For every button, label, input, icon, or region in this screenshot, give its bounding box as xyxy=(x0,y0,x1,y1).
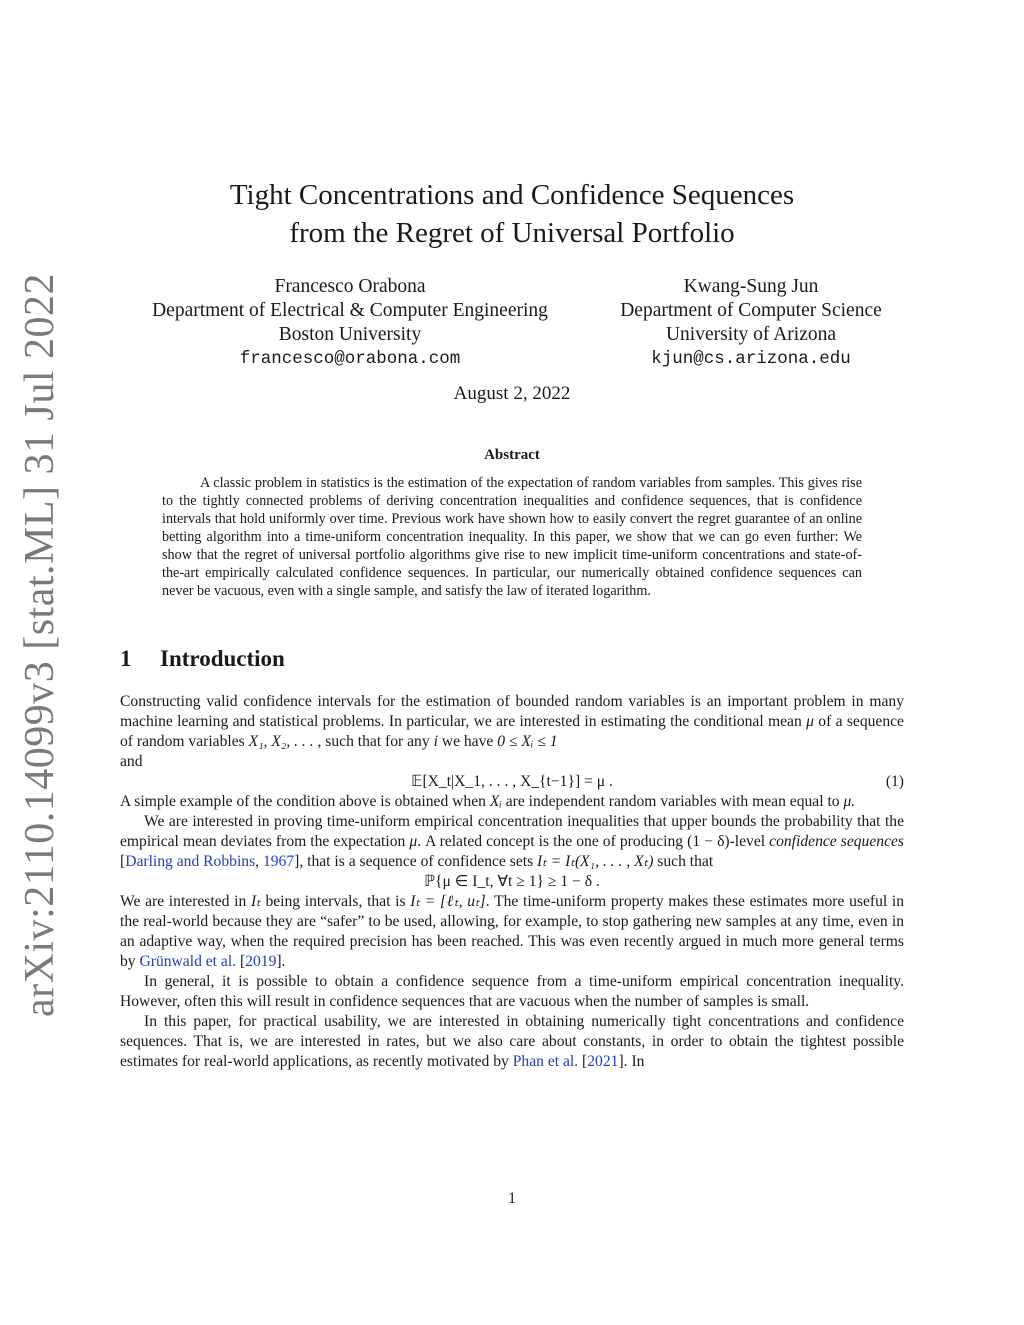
page-number: 1 xyxy=(508,1190,516,1207)
arxiv-identifier-text: arXiv:2110.14099v3 [stat.ML] 31 Jul 2022 xyxy=(17,272,63,1018)
title-line-2: from the Regret of Universal Portfolio xyxy=(289,217,735,249)
citation-year-link[interactable]: 1967 xyxy=(262,853,295,870)
citation-year-link[interactable]: 2021 xyxy=(587,1053,619,1070)
equation-text: ℙ{μ ∈ I_t, ∀t ≥ 1} ≥ 1 − δ . xyxy=(424,873,600,890)
author-university: Boston University xyxy=(278,324,422,345)
publication-date: August 2, 2022 xyxy=(453,383,571,404)
section-heading xyxy=(120,646,285,672)
citation-link[interactable]: Darling and Robbins xyxy=(125,853,256,870)
citation-link[interactable]: Grünwald et al. xyxy=(139,953,237,970)
paragraph: Constructing valid confidence intervals for the estimation of bounded random variables is an important problem in many machine learning and statistical problems. In particular, we are interested in estimating the conditional mean μ of a sequence of random variables X₁, X₂, . . . , such that for any i we have 0 ≤ Xᵢ ≤ 1 and xyxy=(120,693,904,770)
citation-link[interactable]: Phan et al. xyxy=(512,1053,579,1070)
abstract-text: A classic problem in statistics is the estimation of the expectation of random variables from samples. This gives rise to the tightly connected problems of deriving concentration inequalities and confidence sequences, that is confidence intervals that hold uniformly over time. Previous work have shown how to easily convert the regret guarantee of an online betting algorithm into a time-uniform concentration inequality. In this paper, we show that we can go even further: We show that the regret of universal portfolio algorithms give rise to new implicit time-uniform concentrations and state-of-the-art empirically calculated confidence sequences. In particular, our numerically obtained confidence sequences can never be vacuous, even with a single sample, and satisfy the law of iterated logarithm. xyxy=(162,475,862,599)
paragraph: We are interested in proving time-uniform empirical concentration inequalities that upper bounds the probability that the empirical mean deviates from the expectation μ. A related concept is the one of producing (1 − δ)-level confidence sequences [Darling and Robbins, 1967], that is a sequence of confidence sets Iₜ = Iₜ(X₁, . . . , Xₜ) such that xyxy=(120,813,904,870)
paper-title xyxy=(0,176,1024,252)
author-email: kjun@cs.arizona.edu xyxy=(651,349,851,369)
equation-2 xyxy=(120,872,904,892)
author-block-1 xyxy=(110,275,590,371)
author-department: Department of Computer Science xyxy=(620,300,882,321)
section-number: 1 xyxy=(120,646,132,671)
title-line-1: Tight Concentrations and Confidence Sequences xyxy=(229,179,795,211)
paragraph: In general, it is possible to obtain a confidence sequence from a time-uniform empirical concentration inequality. However, often this will result in confidence sequences that are vacuous when the number of samples is small. xyxy=(120,973,904,1010)
author-department: Department of Electrical & Computer Engineering xyxy=(152,300,548,321)
author-university: University of Arizona xyxy=(665,324,837,345)
arxiv-identifier-stamp xyxy=(12,272,68,1018)
equation-number: (1) xyxy=(885,773,904,790)
section-title: Introduction xyxy=(160,646,285,671)
paragraph: We are interested in Iₜ being intervals, that is Iₜ = [ℓₜ, uₜ]. The time-uniform property makes these estimates more useful in the real-world because they are “safer” to be used, allowing, for example, to stop gathering new samples at any time, even in an adaptive way, when the required precision has been reached. This was even recently argued in much more general terms by Grünwald et al. [2019]. xyxy=(120,893,905,970)
introduction-body xyxy=(120,692,904,1072)
author-name: Kwang-Sung Jun xyxy=(683,276,819,297)
author-email: francesco@orabona.com xyxy=(239,349,461,369)
paragraph: In this paper, for practical usability, we are interested in obtaining numerically tight concentrations and confidence sequences. That is, we are interested in rates, but we also care about constants, in order to obtain the tightest possible estimates for real-world applications, as recently motivated by Phan et al. [2021]. In xyxy=(120,1013,904,1070)
abstract-heading: Abstract xyxy=(484,447,540,463)
author-name: Francesco Orabona xyxy=(274,276,426,297)
equation-text: 𝔼[X_t|X_1, . . . , X_{t−1}] = μ . xyxy=(411,773,613,790)
citation-year-link[interactable]: 2019 xyxy=(245,953,277,970)
author-block-2 xyxy=(598,275,904,371)
paragraph: A simple example of the condition above is obtained when Xᵢ are independent random variables with mean equal to μ. xyxy=(120,793,856,810)
equation-1 xyxy=(120,772,904,792)
